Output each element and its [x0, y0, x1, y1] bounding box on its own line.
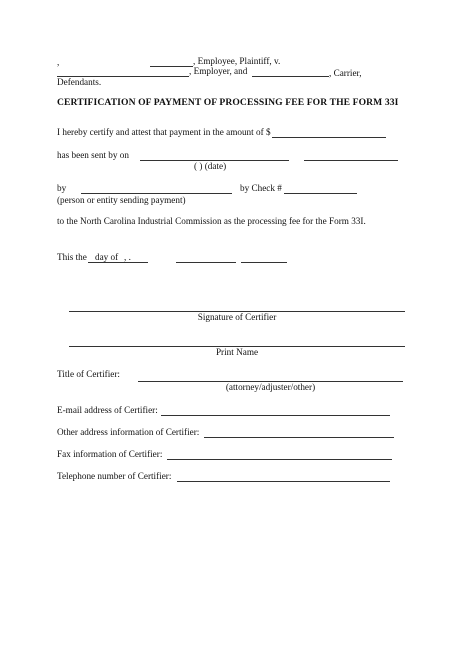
signature-caption: Signature of Certifier: [197, 312, 277, 322]
carrier-label: , Carrier,: [329, 68, 362, 78]
other-address-line[interactable]: [204, 437, 394, 438]
by-label: by: [57, 183, 67, 193]
defendants-label: Defendants.: [57, 77, 102, 87]
check-number-line[interactable]: [284, 193, 357, 194]
other-address-label: Other address information of Certifier:: [57, 427, 200, 437]
date-caption: ( ) (date): [194, 161, 227, 171]
carrier-name-line[interactable]: [252, 76, 329, 77]
person-caption: (person or entity sending payment): [57, 195, 186, 205]
employee-name-line[interactable]: [150, 66, 193, 67]
employee-plaintiff-label: , Employee, Plaintiff, v.: [193, 56, 281, 66]
day-of-trail: , .: [124, 252, 131, 262]
email-label: E-mail address of Certifier:: [57, 405, 158, 415]
sender-line[interactable]: [81, 193, 232, 194]
day-of-label: day of: [95, 252, 119, 262]
year-line[interactable]: [241, 262, 287, 263]
commission-statement: to the North Carolina Industrial Commission as the processing fee for the Form 33I.: [57, 216, 366, 226]
payment-date-line[interactable]: [304, 160, 398, 161]
email-line[interactable]: [161, 415, 390, 416]
leading-comma: ,: [57, 57, 60, 67]
form-title: CERTIFICATION OF PAYMENT OF PROCESSING FEE FOR THE FORM 33I: [57, 97, 399, 108]
title-caption: (attorney/adjuster/other): [225, 382, 316, 392]
title-of-certifier-label: Title of Certifier:: [57, 369, 120, 379]
month-line[interactable]: [176, 262, 236, 263]
fax-label: Fax information of Certifier:: [57, 449, 163, 459]
amount-line[interactable]: [272, 137, 386, 138]
fax-line[interactable]: [167, 459, 392, 460]
by-check-label: by Check #: [240, 183, 282, 193]
sent-by-on-label: has been sent by on: [57, 150, 129, 160]
employer-label: , Employer, and: [189, 66, 248, 76]
telephone-line[interactable]: [177, 481, 390, 482]
certify-statement: I hereby certify and attest that payment in the amount of $: [57, 127, 271, 137]
this-the-label: This the: [57, 252, 87, 262]
telephone-label: Telephone number of Certifier:: [57, 471, 172, 481]
print-name-caption: Print Name: [215, 347, 259, 357]
